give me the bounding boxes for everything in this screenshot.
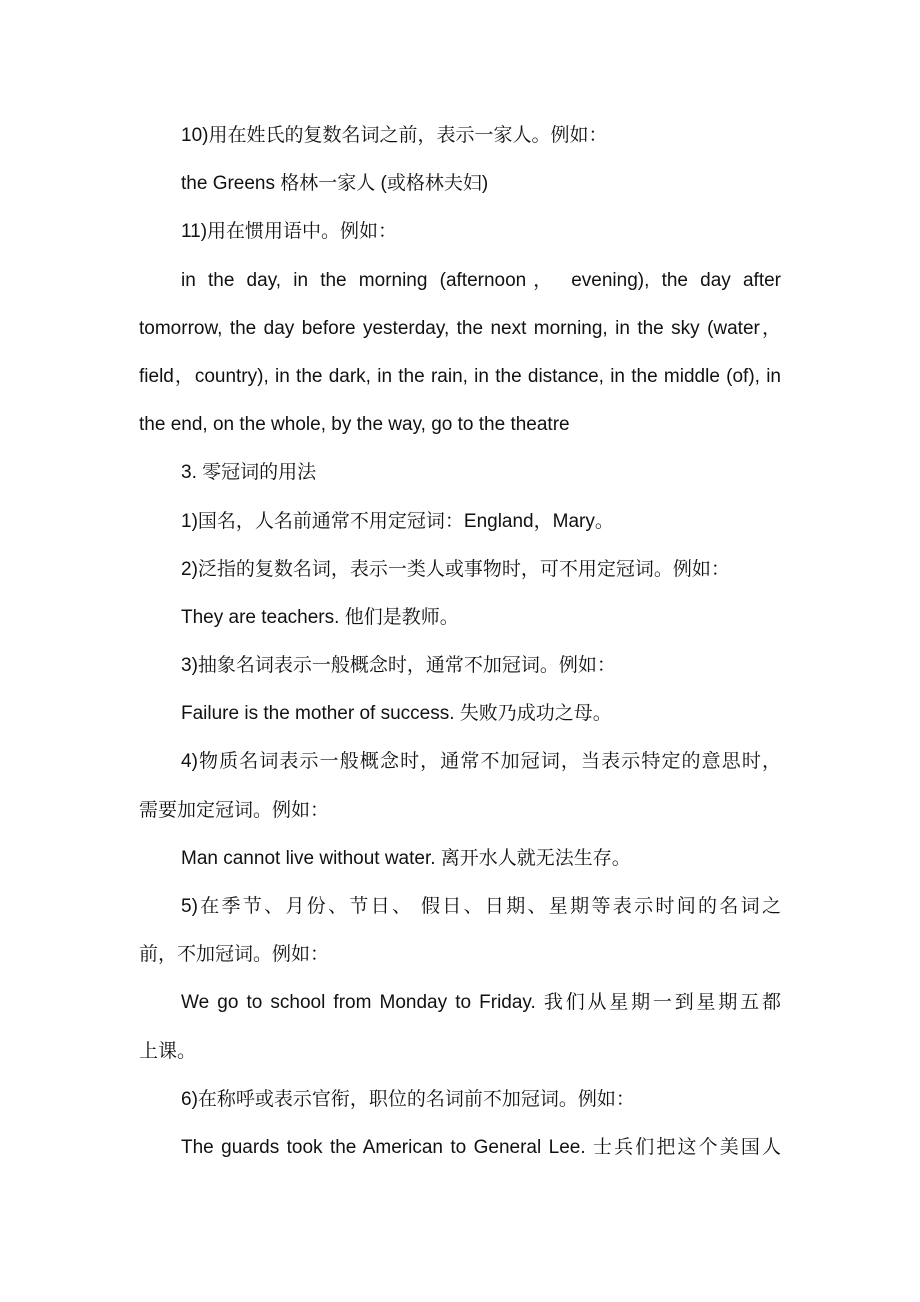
text-line: 前，不加冠词。例如： bbox=[139, 944, 330, 966]
text-line: 11)用在惯用语中。例如： bbox=[181, 221, 398, 243]
text-line: The guards took the American to General Lee. 士兵们把这个美国人 bbox=[181, 1136, 781, 1158]
text-line: field，country), in the dark, in the rain, in the distance, in the middle (of), in bbox=[139, 365, 781, 387]
text-line: 上课。 bbox=[139, 1040, 197, 1062]
text-line: tomorrow, the day before yesterday, the next morning, in the sky (water， bbox=[139, 317, 781, 339]
text-line: 1)国名，人名前通常不用定冠词：England，Mary。 bbox=[181, 510, 614, 532]
text-line: Man cannot live without water. 离开水人就无法生存。 bbox=[181, 847, 631, 869]
text-line: 3)抽象名词表示一般概念时，通常不加冠词。例如： bbox=[181, 655, 616, 677]
text-line: 3. 零冠词的用法 bbox=[181, 462, 317, 484]
text-line: They are teachers. 他们是教师。 bbox=[181, 606, 459, 628]
text-line: 6)在称呼或表示官衔，职位的名词前不加冠词。例如： bbox=[181, 1088, 635, 1110]
text-line: 2)泛指的复数名词，表示一类人或事物时，可不用定冠词。例如： bbox=[181, 558, 730, 580]
text-line: in the day, in the morning (afternoon， evening), the day after bbox=[181, 269, 781, 291]
text-line: We go to school from Monday to Friday. 我们从星期一到星期五都 bbox=[181, 992, 781, 1014]
document-page bbox=[139, 112, 781, 1172]
text-line: 4)物质名词表示一般概念时，通常不加冠词，当表示特定的意思时， bbox=[181, 751, 781, 773]
text-line: Failure is the mother of success. 失败乃成功之母。 bbox=[181, 703, 612, 725]
text-line: the end, on the whole, by the way, go to the theatre bbox=[139, 414, 570, 436]
text-line: 需要加定冠词。例如： bbox=[139, 799, 330, 821]
text-line: the Greens 格林一家人 (或格林夫妇) bbox=[181, 173, 489, 195]
text-line: 10)用在姓氏的复数名词之前，表示一家人。例如： bbox=[181, 125, 608, 146]
text-line: 5)在季节、月份、节日、 假日、日期、星期等表示时间的名词之 bbox=[181, 896, 781, 917]
